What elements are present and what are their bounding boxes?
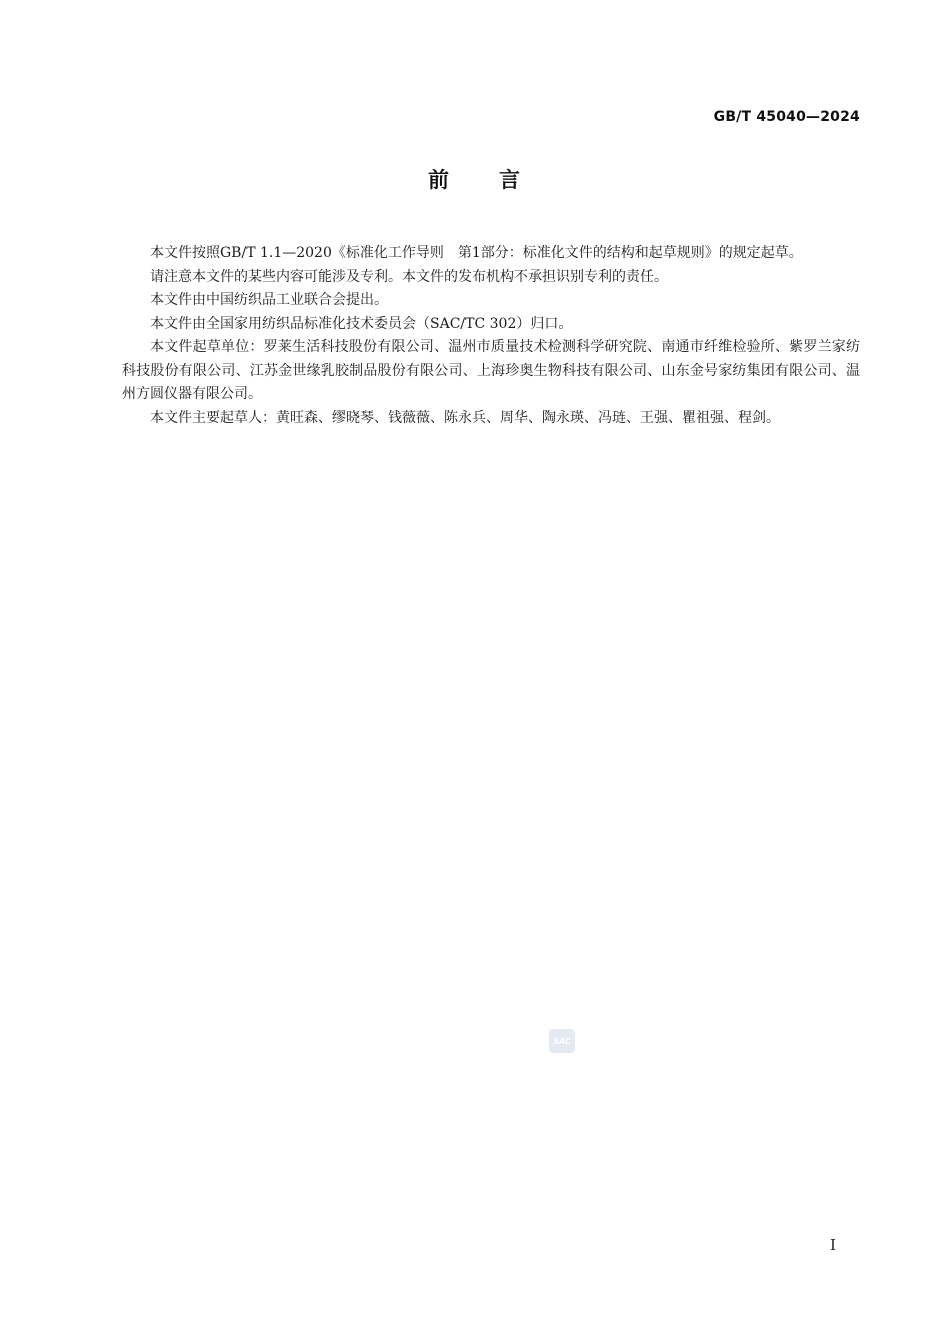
page-number: I <box>830 1236 836 1254</box>
paragraph-proposer: 本文件由中国纺织品工业联合会提出。 <box>150 292 388 308</box>
foreword-body <box>122 242 860 430</box>
page-title-char-2: 言 <box>499 168 522 192</box>
sac-watermark-text: SAC <box>553 1036 571 1046</box>
page-title-char-1: 前 <box>428 168 451 192</box>
standard-number: GB/T 45040—2024 <box>713 109 860 125</box>
paragraph-drafting-units: 本文件起草单位：罗莱生活科技股份有限公司、温州市质量技术检测科学研究院、南通市纤维检验所、紫罗兰家纺科技股份有限公司、江苏金世缘乳胶制品股份有限公司、上海珍奥生物科技有限公司、山东金号家纺集团有限公司、温州方圆仪器有限公司。 <box>122 339 860 402</box>
paragraph-drafters: 本文件主要起草人：黄旺森、缪晓琴、钱薇薇、陈永兵、周华、陶永瑛、冯琏、王强、瞿祖强、程剑。 <box>150 409 780 426</box>
paragraph-centralized-unit: 本文件由全国家用纺织品标准化技术委员会（SAC/TC 302）归口。 <box>150 315 573 332</box>
paragraph-drafting-rules: 本文件按照GB/T 1.1—2020《标准化工作导则 第1部分：标准化文件的结构和起草规则》的规定起草。 <box>150 245 803 261</box>
sac-watermark-logo <box>549 1029 575 1053</box>
page-title <box>0 164 950 194</box>
paragraph-patent-notice: 请注意本文件的某些内容可能涉及专利。本文件的发布机构不承担识别专利的责任。 <box>150 268 668 285</box>
